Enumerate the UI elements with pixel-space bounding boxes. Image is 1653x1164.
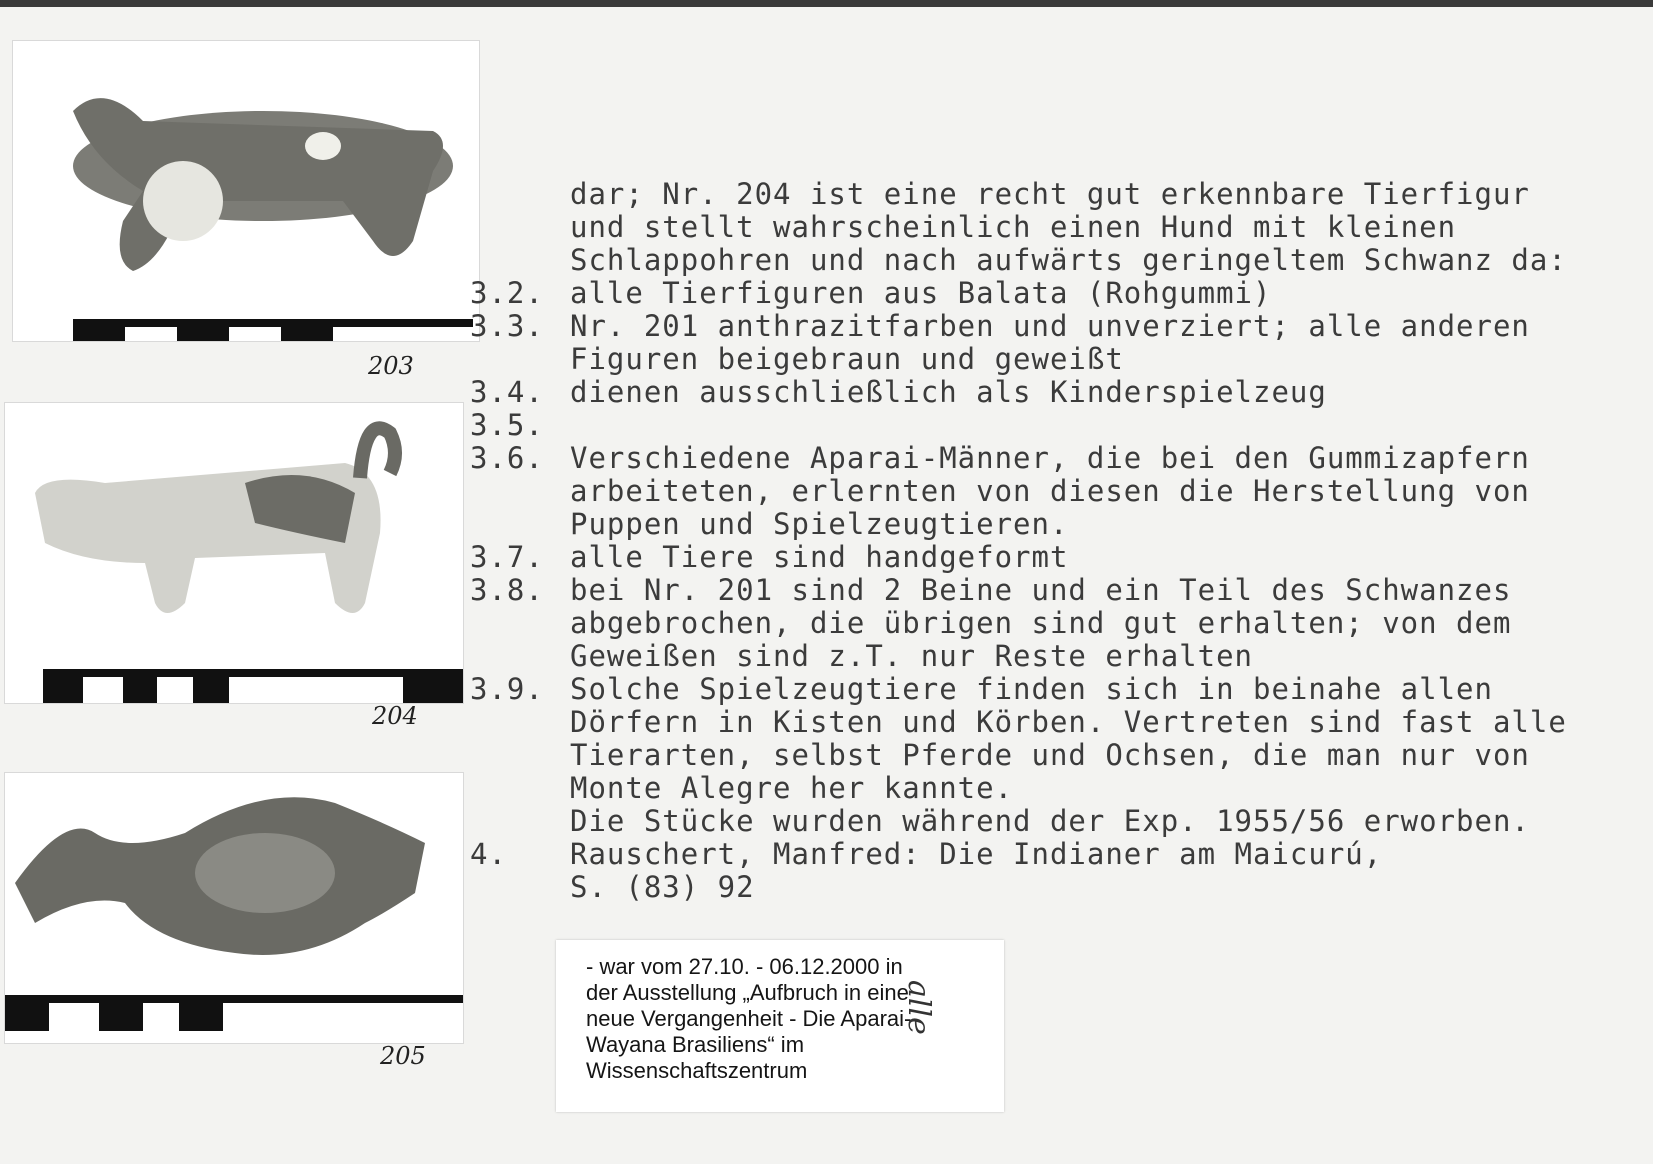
text-line: und stellt wahrscheinlich einen Hund mit kleinen — [570, 210, 1457, 244]
item-4: 4. Rauschert, Manfred: Die Indianer am Maicurú, — [470, 837, 1383, 871]
text-line: Schlappohren und nach aufwärts geringeltem Schwanz da: — [570, 243, 1567, 277]
scale-bar — [73, 319, 473, 341]
text-line: Geweißen sind z.T. nur Reste erhalten — [570, 639, 1254, 673]
scale-bar — [5, 995, 463, 1031]
item-3-9: 3.9. Solche Spielzeugtiere finden sich in beinahe allen — [470, 672, 1493, 706]
exhibition-note-text: - war vom 27.10. - 06.12.2000 in der Ausstellung „Aufbruch in eine neue Vergangenheit - Die Aparai-Wayana Brasiliens“ im Wissenschaftszentrum — [586, 954, 912, 1083]
exhibition-note-label — [556, 940, 1004, 1112]
item-3-4: 3.4. dienen ausschließlich als Kinderspielzeug — [470, 375, 1327, 409]
item-3-5: 3.5. — [470, 408, 544, 442]
text-line: Puppen und Spielzeugtieren. — [570, 507, 1069, 541]
top-edge — [0, 0, 1653, 7]
item-3-7: 3.7. alle Tiere sind handgeformt — [470, 540, 1069, 574]
text-line: dar; Nr. 204 ist eine recht gut erkennbare Tierfigur — [570, 177, 1530, 211]
typewritten-text-block — [470, 178, 1650, 904]
scale-bar — [43, 669, 463, 703]
text-line: abgebrochen, die übrigen sind gut erhalten; von dem — [570, 606, 1512, 640]
item-3-6: 3.6. Verschiedene Aparai-Männer, die bei den Gummizapfern — [470, 441, 1530, 475]
photo-label-204: 204 — [372, 702, 418, 730]
animal-figure-204-image — [5, 403, 463, 703]
text-line: Die Stücke wurden während der Exp. 1955/56 erworben. — [570, 804, 1530, 838]
item-3-8: 3.8. bei Nr. 201 sind 2 Beine und ein Teil des Schwanzes — [470, 573, 1512, 607]
text-line: Tierarten, selbst Pferde und Ochsen, die man nur von — [570, 738, 1530, 772]
item-3-3: 3.3. Nr. 201 anthrazitfarben und unverziert; alle anderen — [470, 309, 1530, 343]
text-line: Dörfern in Kisten und Körben. Vertreten sind fast alle — [570, 705, 1567, 739]
handwritten-annotation: alle — [901, 980, 936, 1035]
item-3-2: 3.2. alle Tierfiguren aus Balata (Rohgummi) — [470, 276, 1272, 310]
text-line: arbeiteten, erlernten von diesen die Herstellung von — [570, 474, 1530, 508]
photo-figure-204 — [4, 402, 464, 704]
photo-figure-205 — [4, 772, 464, 1044]
photo-label-205: 205 — [380, 1042, 426, 1070]
photo-label-203: 203 — [368, 352, 414, 380]
text-line: Figuren beigebraun und geweißt — [570, 342, 1124, 376]
text-line: S. (83) 92 — [570, 870, 755, 904]
photo-figure-203 — [12, 40, 480, 342]
animal-figure-203-image — [13, 41, 479, 341]
text-line: Monte Alegre her kannte. — [570, 771, 1014, 805]
